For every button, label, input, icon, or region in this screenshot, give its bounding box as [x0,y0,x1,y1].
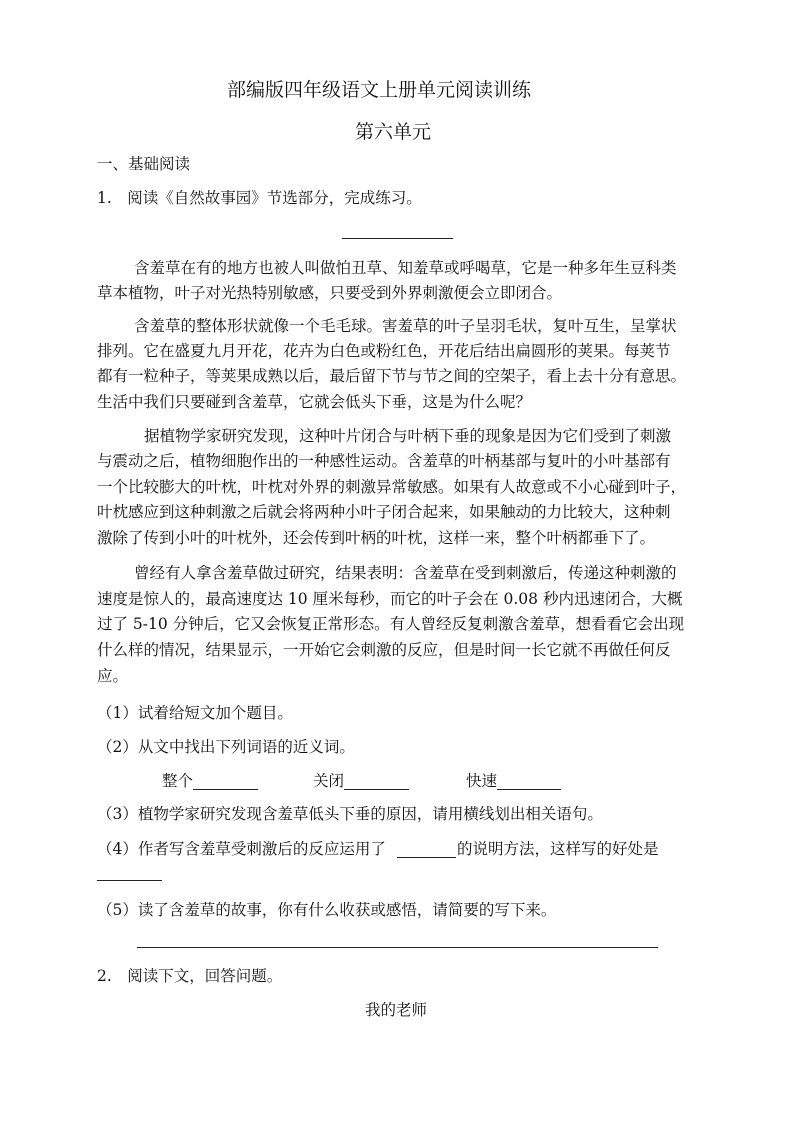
passage-line: 应。 [97,667,129,685]
sub-question-1: （1）试着给短文加个题目。 [97,704,293,722]
section-heading: 一、基础阅读 [97,155,191,173]
synonym-word: 整个 [162,772,194,790]
passage-line: 都有一粒种子，等荚果成熟以后，最后留下节与节之间的空架子，看上去十分有意思。 [97,367,687,385]
synonym-answer-blank[interactable] [193,789,258,790]
benefit-answer-blank[interactable] [97,880,162,881]
passage-line: 一个比较膨大的叶枕，叶枕对外界的刺激异常敏感。如果有人故意或不小心碰到叶子， [97,478,687,496]
passage-line: 叶枕感应到这种刺激之后就会将两种小叶子闭合起来，如果触动的力比较大，这种刺 [97,503,671,521]
synonym-word: 关闭 [313,772,345,790]
passage-line: 含羞草在有的地方也被人叫做怕丑草、知羞草或呼喝草，它是一种多年生豆科类 [134,259,677,277]
sub-question-2: （2）从文中找出下列词语的近义词。 [97,738,355,756]
passage-line: 过了 5-10 分钟后，它又会恢复正常形态。有人曾经反复刺激含羞草，想看看它会出现 [97,615,685,633]
method-answer-blank[interactable] [397,857,456,858]
doc-title: 部编版四年级语文上册单元阅读训练 [227,79,532,101]
sub-question-4-part-a: （4）作者写含羞草受刺激后的反应运用了 [97,840,386,858]
passage-line: 什么样的情况，结果显示，一开始它会刺激的反应，但是时间一长它就不再做任何反 [97,641,671,659]
sub-question-4-part-b: 的说明方法，这样写的好处是 [457,840,659,858]
passage-line: 速度是惊人的，最高速度达 10 厘米每秒，而它的叶子会在 0.08 秒内迅速闭合，大概 [97,590,683,608]
unit-title: 第六单元 [355,121,432,143]
sub-question-3: （3）植物学家研究发现含羞草低头下垂的原因，请用横线划出相关语句。 [97,805,603,823]
synonym-answer-blank[interactable] [344,789,409,790]
question-1-intro: 1. 阅读《自然故事园》节选部分，完成练习。 [97,189,422,207]
passage-line: 激除了传到小叶的叶枕外，还会传到叶柄的叶枕，这样一来，整个叶柄都垂下了。 [97,529,656,547]
passage-2-title: 我的老师 [365,1001,428,1019]
synonym-word: 快速 [466,772,498,790]
passage-line: 生活中我们只要碰到含羞草，它就会低头下垂，这是为什么呢？ [97,393,532,411]
synonym-answer-blank[interactable] [497,789,561,790]
question-2-intro: 2. 阅读下文，回答问题。 [97,967,283,985]
passage-line: 据植物学家研究发现，这种叶片闭合与叶柄下垂的现象是因为它们受到了刺激 [144,427,672,445]
reflection-answer-line[interactable] [137,947,658,948]
passage-line: 排列。它在盛夏九月开花，花卉为白色或粉红色，开花后结出扁圆形的荚果。每荚节 [97,342,671,360]
passage-line: 与震动之后，植物细胞作出的一种感性运动。含羞草的叶柄基部与复叶的小叶基部有 [97,452,671,470]
sub-question-5: （5）读了含羞草的故事，你有什么收获或感悟，请简要的写下来。 [97,901,557,919]
passage-line: 含羞草的整体形状就像一个毛毛球。害羞草的叶子呈羽毛状，复叶互生，呈掌状 [134,317,677,335]
title-blank-line [342,238,453,239]
passage-line: 草本植物，叶子对光热特别敏感，只要受到外界刺激便会立即闭合。 [97,284,563,302]
passage-line: 曾经有人拿含羞草做过研究，结果表明：含羞草在受到刺激后，传递这种刺激的 [134,564,677,582]
